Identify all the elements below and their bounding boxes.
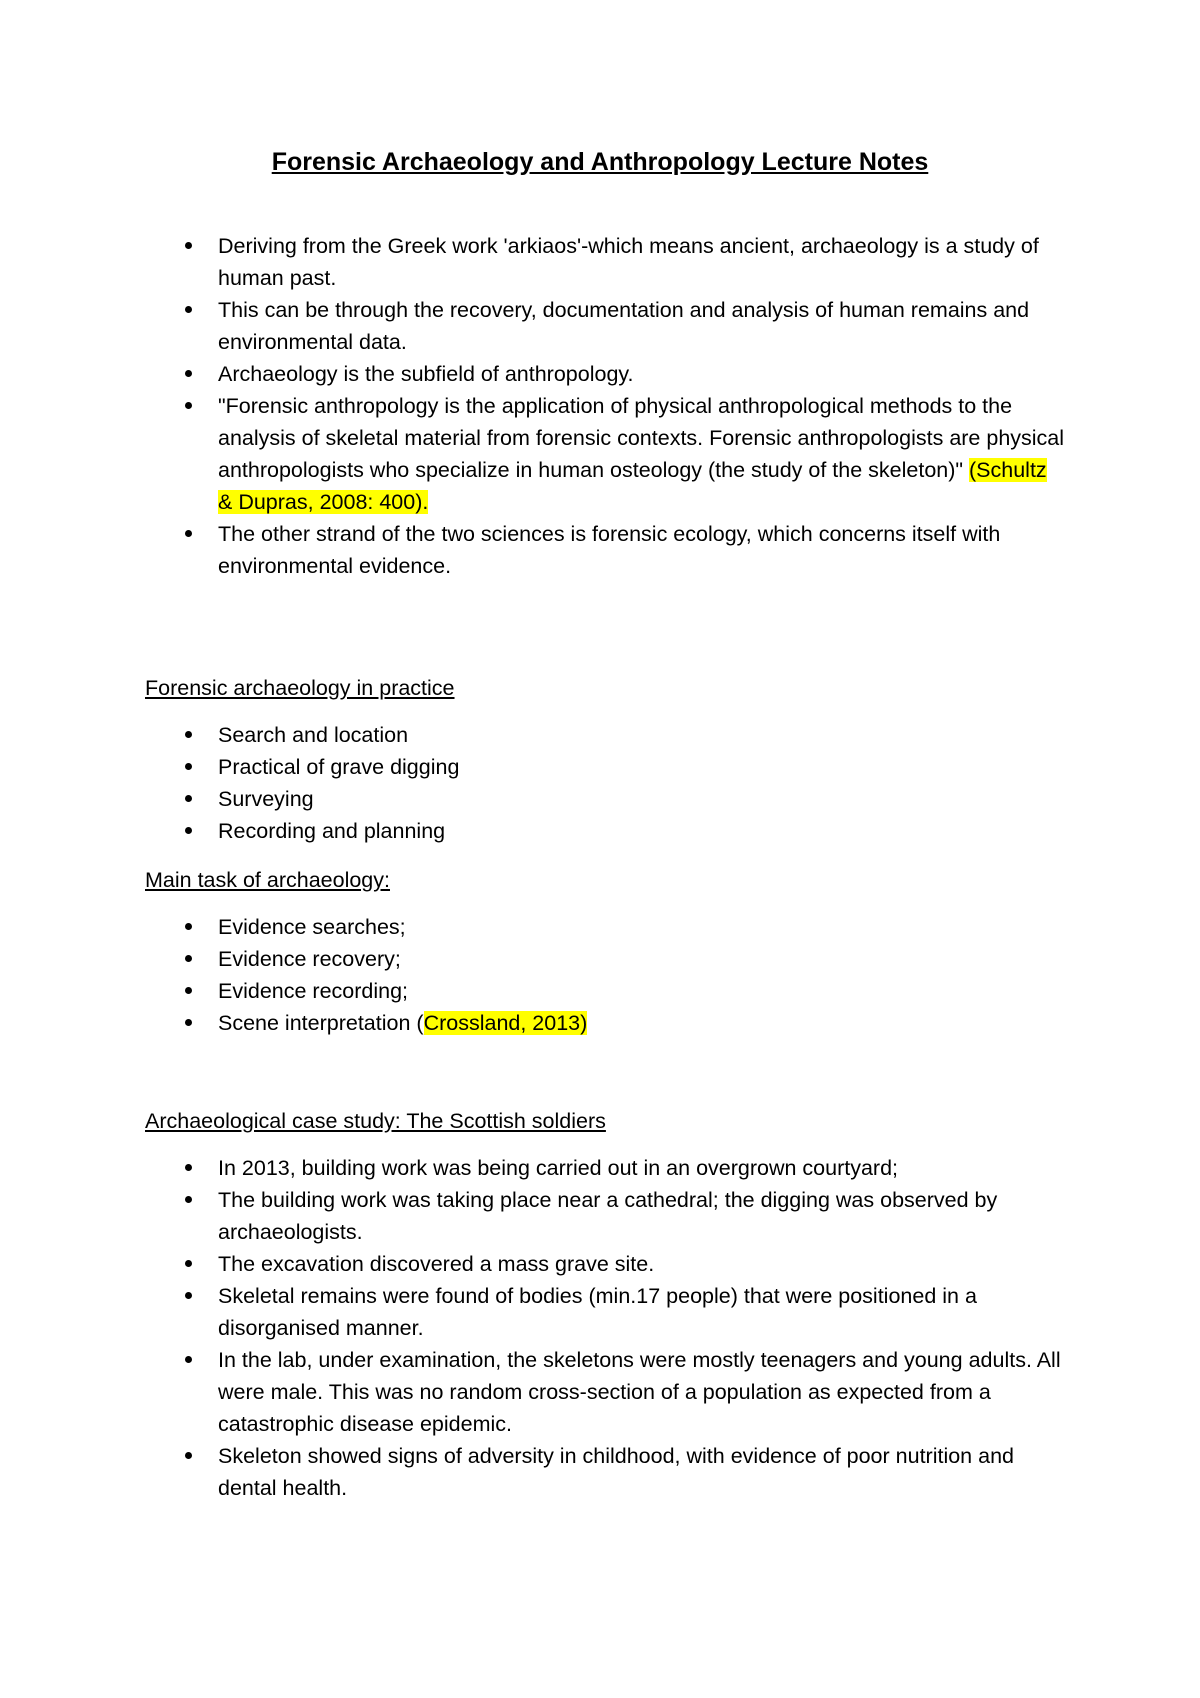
bullet-icon — [185, 1019, 192, 1026]
list-item — [145, 1152, 1065, 1184]
section-heading: Archaeological case study: The Scottish soldiers — [145, 1109, 606, 1133]
bullet-icon — [185, 1164, 192, 1171]
list-item-text: Scene interpretation ( — [218, 1011, 424, 1035]
list-item — [145, 294, 1065, 358]
list-item-text: Deriving from the Greek work 'arkiaos'-which means ancient, archaeology is a study of human past. — [218, 234, 1039, 290]
case-study-list — [145, 1152, 1065, 1504]
bullet-icon — [185, 242, 192, 249]
bullet-icon — [185, 923, 192, 930]
citation-highlight: (Schultz & Dupras, 2008: 400). — [218, 458, 1047, 514]
intro-list — [145, 230, 1065, 582]
list-item — [145, 815, 1065, 847]
bullet-icon — [185, 402, 192, 409]
list-item-text: Surveying — [218, 787, 314, 811]
list-item-text: Skeletal remains were found of bodies (min.17 people) that were positioned in a disorganised manner. — [218, 1284, 977, 1340]
list-item — [145, 911, 1065, 943]
citation-highlight: Crossland, 2013) — [423, 1011, 588, 1035]
list-item — [145, 358, 1065, 390]
bullet-icon — [185, 763, 192, 770]
bullet-icon — [185, 795, 192, 802]
bullet-icon — [185, 1292, 192, 1299]
list-item-text: The other strand of the two sciences is forensic ecology, which concerns itself with environmental evidence. — [218, 522, 1001, 578]
list-item — [145, 783, 1065, 815]
bullet-icon — [185, 530, 192, 537]
main-task-list — [145, 911, 1065, 1039]
list-item — [145, 1248, 1065, 1280]
list-item-text: In 2013, building work was being carried out in an overgrown courtyard; — [218, 1156, 899, 1180]
list-item-text: Evidence recording; — [218, 979, 409, 1003]
list-item-text: Evidence recovery; — [218, 947, 401, 971]
section-heading: Forensic archaeology in practice — [145, 676, 455, 700]
list-item-text: Archaeology is the subfield of anthropology. — [218, 362, 634, 386]
list-item-text: Evidence searches; — [218, 915, 406, 939]
list-item-text: Recording and planning — [218, 819, 446, 843]
list-item — [145, 719, 1065, 751]
list-item-text: This can be through the recovery, documentation and analysis of human remains and environmental data. — [218, 298, 1030, 354]
bullet-icon — [185, 370, 192, 377]
list-item-text: The excavation discovered a mass grave site. — [218, 1252, 655, 1276]
list-item — [145, 390, 1065, 518]
bullet-icon — [185, 731, 192, 738]
bullet-icon — [185, 1452, 192, 1459]
list-item — [145, 1280, 1065, 1344]
bullet-icon — [185, 306, 192, 313]
case-study-section — [145, 1105, 1065, 1504]
main-task-section — [145, 864, 1065, 1039]
list-item — [145, 1184, 1065, 1248]
list-item-text: Search and location — [218, 723, 409, 747]
list-item — [145, 943, 1065, 975]
list-item — [145, 751, 1065, 783]
list-item — [145, 230, 1065, 294]
list-item-text: Skeleton showed signs of adversity in childhood, with evidence of poor nutrition and dental health. — [218, 1444, 1014, 1500]
bullet-icon — [185, 987, 192, 994]
practice-list — [145, 719, 1065, 847]
list-item-text: The building work was taking place near a cathedral; the digging was observed by archaeologists. — [218, 1188, 998, 1244]
bullet-icon — [185, 827, 192, 834]
bullet-icon — [185, 955, 192, 962]
document-title: Forensic Archaeology and Anthropology Lecture Notes — [271, 148, 929, 176]
section-heading: Main task of archaeology: — [145, 868, 390, 892]
list-item-text: Practical of grave digging — [218, 755, 460, 779]
list-item — [145, 975, 1065, 1007]
intro-section — [145, 230, 1065, 582]
practice-section — [145, 672, 1065, 847]
list-item — [145, 1344, 1065, 1440]
list-item-text: "Forensic anthropology is the application of physical anthropological methods to the analysis of skeletal material from forensic contexts. Forensic anthropologists are physical anthropologists who specialize in human osteology (the study of the skeleton)" — [218, 394, 1065, 482]
list-item — [145, 518, 1065, 582]
list-item — [145, 1007, 1065, 1039]
bullet-icon — [185, 1196, 192, 1203]
bullet-icon — [185, 1356, 192, 1363]
bullet-icon — [185, 1260, 192, 1267]
list-item-text: In the lab, under examination, the skeletons were mostly teenagers and young adults. All were male. This was no random cross-section of a population as expected from a catastrophic disease epidemic. — [218, 1348, 1061, 1436]
list-item — [145, 1440, 1065, 1504]
